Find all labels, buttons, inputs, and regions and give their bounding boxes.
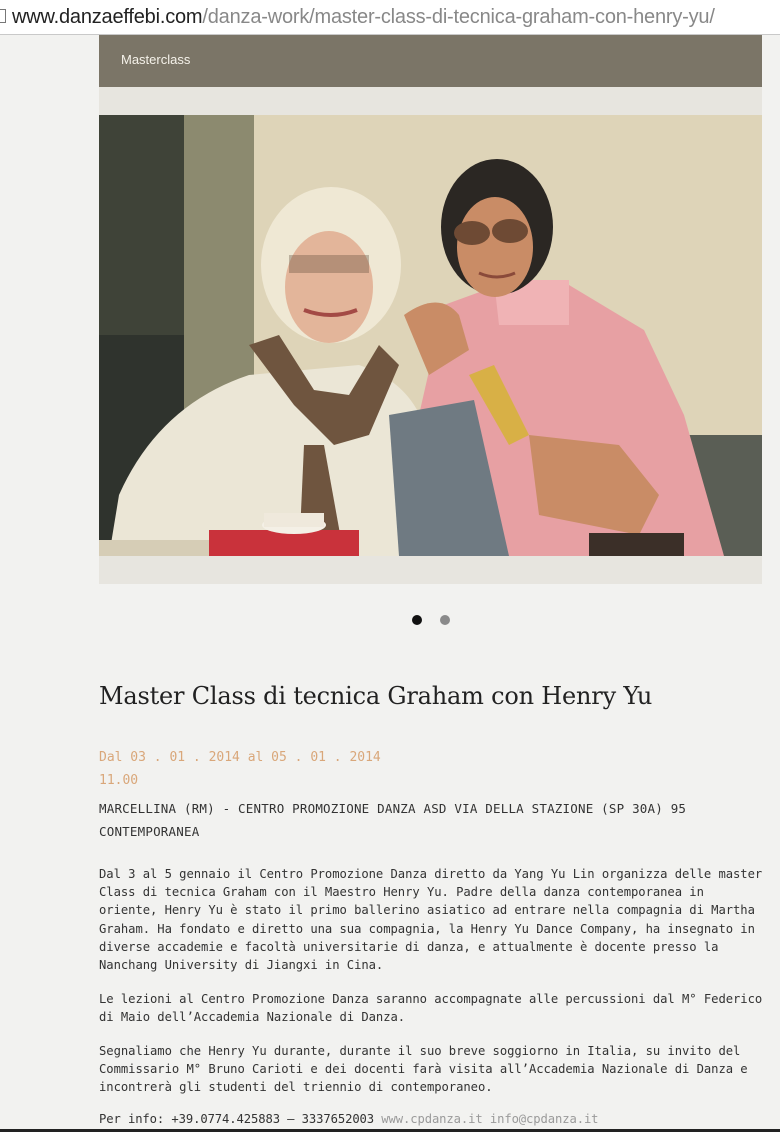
page-icon [0, 9, 6, 23]
contact-info [99, 1112, 598, 1126]
slide-dot-1[interactable] [412, 615, 422, 625]
slider-pagination [0, 613, 780, 627]
contact-phones: Per info: +39.0774.425883 – 3337652003 [99, 1112, 375, 1126]
photo-illustration [99, 115, 762, 556]
slide-dot-2[interactable] [440, 615, 450, 625]
website-link[interactable]: www.cpdanza.it [381, 1112, 483, 1126]
category-label[interactable]: Masterclass [121, 52, 191, 67]
event-date-range: Dal 03 . 01 . 2014 al 05 . 01 . 2014 [99, 750, 381, 765]
article-paragraph-3: Segnaliamo che Henry Yu durante, durante il suo breve soggiorno in Italia, su invito del Commissario M° Bruno Carioti e dei docenti farà visita all’Accademia Nazionale di Danza e incontrerà gli studenti del triennio di contemporaneo. [99, 1044, 748, 1095]
event-time: 11.00 [99, 773, 139, 788]
email-link[interactable]: info@cpdanza.it [489, 1112, 599, 1126]
event-location-block [99, 797, 749, 843]
article-paragraph-1: Dal 3 al 5 gennaio il Centro Promozione Danza diretto da Yang Yu Lin organizza delle master Class di tecnica Graham con il Maestro Henry Yu. Padre della danza contemporanea in oriente, Henry Yu è stato il primo ballerino asiatico ad entrare nella compagnia di Martha Graham. Ha fondato e diretto una sua compagnia, la Henry Yu Dance Company, ha insegnato in diverse accademie e facoltà universitarie di danza, e attualmente è docente presso la Nanchang University di Jiangxi in Cina. [99, 867, 763, 973]
address-bar[interactable] [0, 0, 780, 35]
event-category-tag[interactable]: CONTEMPORANEA [99, 824, 200, 839]
article-paragraph-2: Le lezioni al Centro Promozione Danza saranno accompagnate alle percussioni dal M° Federico di Maio dell’Accademia Nazionale di Danza. [99, 992, 763, 1025]
slider-frame-bottom [99, 556, 762, 584]
url-path: /danza-work/master-class-di-tecnica-graham-con-henry-yu/ [202, 6, 715, 28]
slideshow-photo[interactable] [99, 115, 762, 556]
event-location: MARCELLINA (RM) - CENTRO PROMOZIONE DANZA ASD VIA DELLA STAZIONE (SP 30A) 95 [99, 801, 687, 816]
category-bar [99, 35, 762, 87]
url-text[interactable] [12, 6, 715, 29]
slider-frame-top [99, 87, 762, 115]
url-domain: www.danzaeffebi.com [12, 6, 203, 28]
article-title: Master Class di tecnica Graham con Henry Yu [99, 682, 653, 710]
